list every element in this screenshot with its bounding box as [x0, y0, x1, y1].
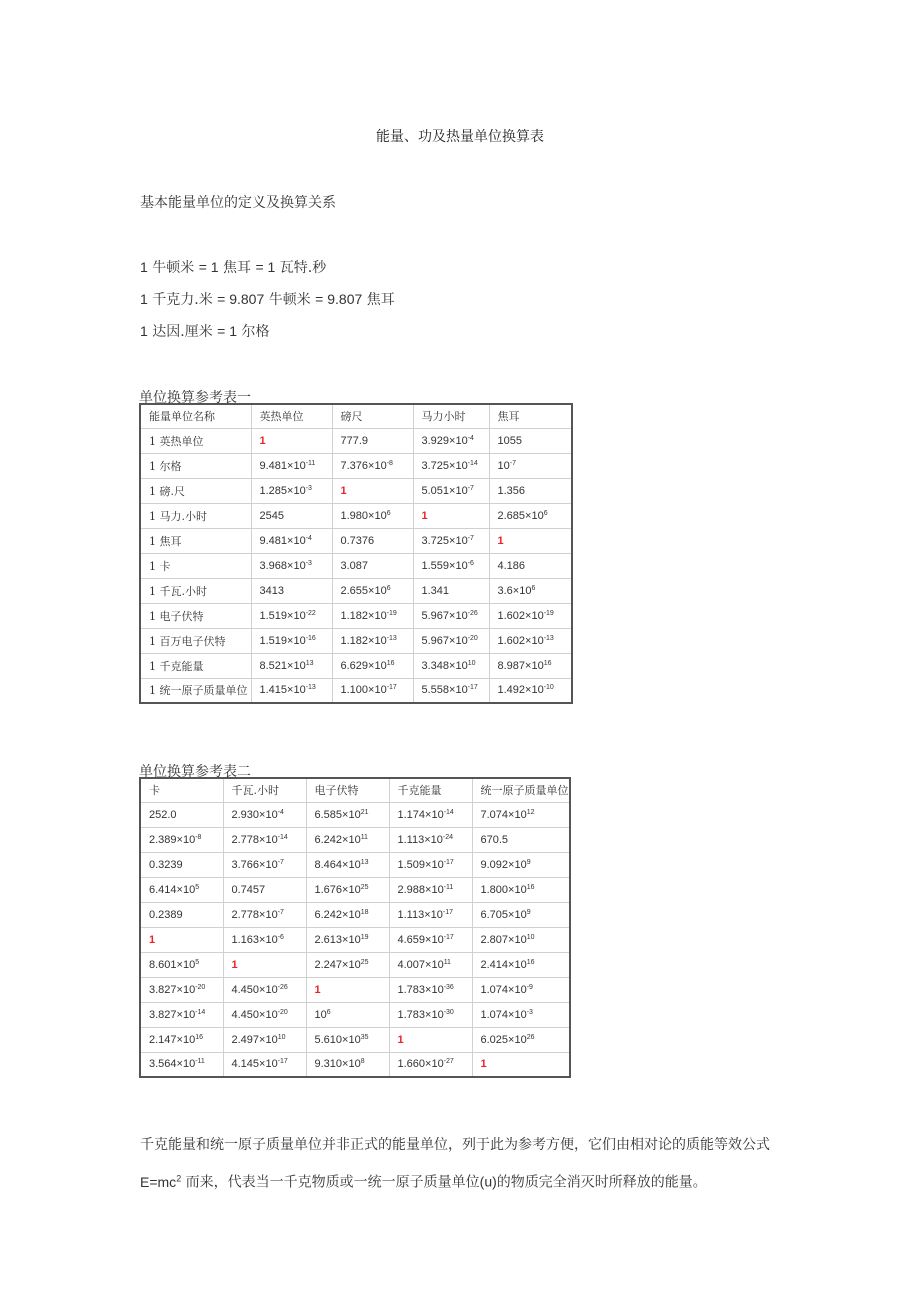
exponent: -30 [443, 1008, 454, 1016]
table1-cell: 1 英热单位 [140, 428, 251, 453]
definition-line-dyne-centimetre [140, 321, 269, 341]
table1-header-cell: 能量单位名称 [140, 404, 251, 428]
table2-cell: $2.988\times 10^{-11}$ [389, 877, 472, 902]
exponent: 19 [360, 933, 369, 941]
table1-header-cell: 磅尺 [332, 404, 413, 428]
exponent: 12 [526, 808, 535, 816]
table1-caption: 单位换算参考表一 [139, 390, 251, 406]
exponent: -13 [386, 634, 397, 642]
table2-cell: $9.310\times 10^8$ [306, 1052, 389, 1077]
table2-cell: $6.242\times 10^{18}$ [306, 902, 389, 927]
table2-cell: $5.610\times 10^{35}$ [306, 1027, 389, 1052]
table1-cell: $5.051\times 10^{-7}$ [413, 478, 489, 503]
table1-cell: $3.725\times 10^{-7}$ [413, 528, 489, 553]
table2-header-row [140, 778, 570, 802]
formula-emc2 [140, 1174, 181, 1190]
table2-cell: $2.497\times 10^{10}$ [223, 1027, 306, 1052]
exponent: 25 [360, 958, 369, 966]
definition-2-part-1: 达因.厘米 [147, 324, 218, 340]
exponent: -11 [305, 459, 316, 467]
table2-row [140, 952, 570, 977]
table2-cell: $1.783\times 10^{-30}$ [389, 1002, 472, 1027]
table1-cell: 2545 [251, 503, 332, 528]
exponent: -36 [443, 983, 454, 991]
exponent: -26 [277, 983, 288, 991]
definition-0-part-3: 焦耳 [218, 260, 256, 276]
exponent: -14 [277, 833, 288, 841]
exponent: -4 [305, 534, 312, 542]
table2-cell: $2.414\times 10^{16}$ [472, 952, 570, 977]
table2-cell: $4.007\times 10^{11}$ [389, 952, 472, 977]
table2-cell: 1 [140, 927, 223, 952]
table2-cell: $2.247\times 10^{25}$ [306, 952, 389, 977]
definition-1-part-0: 1 [140, 291, 148, 307]
exponent: -24 [442, 833, 453, 841]
table1-cell: 3.087 [332, 553, 413, 578]
table2-cell: $1.800\times 10^{16}$ [472, 877, 570, 902]
table1-cell: $7.376\times 10^{-8}$ [332, 453, 413, 478]
table2-cell: $10^6$ [306, 1002, 389, 1027]
table2-header-cell: 电子伏特 [306, 778, 389, 802]
table2-cell: 1 [472, 1052, 570, 1077]
footnote-line-1: 千克能量和统一原子质量单位并非正式的能量单位，列于此为参考方便，它们由相对论的质能等效公式 [140, 1137, 770, 1153]
table1-row [140, 553, 572, 578]
table2-cell: $8.601\times 10^5$ [140, 952, 223, 977]
definition-1-part-1: 千克力.米 [147, 292, 218, 308]
table1-row [140, 453, 572, 478]
exponent: 16 [195, 1033, 203, 1041]
table2-cell: $3.827\times 10^{-20}$ [140, 977, 223, 1002]
exponent: 10 [467, 659, 476, 667]
exponent: -6 [277, 933, 284, 941]
table1-cell: 1055 [489, 428, 572, 453]
table1-cell: 1 百万电子伏特 [140, 628, 251, 653]
exponent: -17 [443, 858, 454, 866]
definition-0-part-5: 瓦特.秒 [275, 260, 327, 276]
table2-cell: 252.0 [140, 802, 223, 827]
table2-cell: $8.464\times 10^{13}$ [306, 852, 389, 877]
table1-row [140, 503, 572, 528]
table1-cell: 1.341 [413, 578, 489, 603]
exponent: 9 [526, 908, 531, 916]
table2-cell: $6.242\times 10^{11}$ [306, 827, 389, 852]
exponent: -19 [386, 609, 397, 617]
exponent: -7 [467, 534, 474, 542]
exponent: -8 [195, 833, 202, 841]
table1-cell: $1.602\times 10^{-19}$ [489, 603, 572, 628]
table1-cell: 1 [413, 503, 489, 528]
table1-cell: $1.415\times 10^{-13}$ [251, 678, 332, 703]
exponent: -13 [543, 634, 554, 642]
exponent: -20 [467, 634, 478, 642]
definition-0-part-1: 牛顿米 [147, 260, 199, 276]
table2-cell: $1.074\times 10^{-3}$ [472, 1002, 570, 1027]
exponent: 18 [360, 908, 369, 916]
table1-cell: 1 电子伏特 [140, 603, 251, 628]
table1-cell: $1.519\times 10^{-22}$ [251, 603, 332, 628]
table1-cell: 1.356 [489, 478, 572, 503]
exponent: 16 [543, 659, 552, 667]
table2-cell: 1 [306, 977, 389, 1002]
exponent: -14 [467, 459, 478, 467]
table2-cell: $2.778\times 10^{-14}$ [223, 827, 306, 852]
exponent: 6 [543, 509, 548, 517]
conversion-table-one [139, 403, 573, 704]
exponent: -26 [467, 609, 478, 617]
table1-cell: $1.519\times 10^{-16}$ [251, 628, 332, 653]
table1-cell: $3.725\times 10^{-14}$ [413, 453, 489, 478]
table2-cell: $2.930\times 10^{-4}$ [223, 802, 306, 827]
table1-cell: $9.481\times 10^{-11}$ [251, 453, 332, 478]
exponent: -3 [305, 484, 312, 492]
table1-cell: $3.968\times 10^{-3}$ [251, 553, 332, 578]
exponent: -3 [526, 1008, 533, 1016]
exponent: -13 [305, 684, 316, 692]
table2-cell: $3.766\times 10^{-7}$ [223, 852, 306, 877]
table2-cell: 1 [223, 952, 306, 977]
table1-cell: 1 千克能量 [140, 653, 251, 678]
exponent: -17 [443, 933, 454, 941]
table1-row [140, 428, 572, 453]
table2-row [140, 1052, 570, 1077]
footnote-line-2b: 的物质完全消灭时所释放的能量。 [496, 1174, 707, 1191]
exponent: -10 [543, 684, 554, 692]
table2-cell: $2.778\times 10^{-7}$ [223, 902, 306, 927]
exponent: 16 [526, 958, 535, 966]
exponent: -16 [305, 634, 316, 642]
table2-cell: $2.807\times 10^{10}$ [472, 927, 570, 952]
table1-cell: $1.285\times 10^{-3}$ [251, 478, 332, 503]
exponent: -17 [277, 1058, 288, 1066]
conversion-table-two [139, 777, 571, 1078]
table1-cell: $8.521\times 10^{13}$ [251, 653, 332, 678]
exponent: -22 [305, 609, 316, 617]
table2-cell: $1.113\times 10^{-24}$ [389, 827, 472, 852]
exponent: 21 [360, 808, 369, 816]
table1-cell: $9.481\times 10^{-4}$ [251, 528, 332, 553]
table2-cell: $3.827\times 10^{-14}$ [140, 1002, 223, 1027]
table1-cell: 1 [332, 478, 413, 503]
table1-row [140, 603, 572, 628]
exponent: -3 [305, 559, 312, 567]
table2-cell: $9.092\times 10^9$ [472, 852, 570, 877]
table1-cell: $6.629\times 10^{16}$ [332, 653, 413, 678]
unit-symbol: (u) [479, 1173, 497, 1190]
table2-header-cell: 千克能量 [389, 778, 472, 802]
table1-cell: $1.182\times 10^{-19}$ [332, 603, 413, 628]
table2-row [140, 852, 570, 877]
table2-cell: $1.163\times 10^{-6}$ [223, 927, 306, 952]
exponent: 9 [526, 858, 531, 866]
table2-cell: 0.7457 [223, 877, 306, 902]
exponent: 11 [360, 833, 368, 841]
table1-cell: 1 尔格 [140, 453, 251, 478]
table2-header-cell: 统一原子质量单位 [472, 778, 570, 802]
definition-1-part-2: = 9.807 [217, 291, 265, 307]
table1-cell: $8.987\times 10^{16}$ [489, 653, 572, 678]
table1-row [140, 678, 572, 703]
definition-2-part-0: 1 [140, 323, 148, 339]
exponent: 35 [360, 1033, 369, 1041]
exponent: -7 [277, 908, 284, 916]
exponent: -9 [526, 983, 533, 991]
exponent: 26 [526, 1033, 535, 1041]
table2-row [140, 927, 570, 952]
exponent: 6 [326, 1008, 331, 1016]
table2-cell: 0.2389 [140, 902, 223, 927]
table2-cell: $2.147\times 10^{16}$ [140, 1027, 223, 1052]
table2-cell: $6.705\times 10^9$ [472, 902, 570, 927]
section-heading: 基本能量单位的定义及换算关系 [140, 195, 336, 211]
exponent: 5 [195, 958, 200, 966]
table2-cell: $1.074\times 10^{-9}$ [472, 977, 570, 1002]
table1-cell: $3.348\times 10^{10}$ [413, 653, 489, 678]
exponent: -19 [543, 609, 554, 617]
exponent: -7 [509, 459, 516, 467]
exponent: -17 [442, 908, 453, 916]
exponent: 13 [360, 858, 369, 866]
table2-row [140, 877, 570, 902]
exponent: 8 [360, 1058, 365, 1066]
formula-base: E=mc [140, 1173, 177, 1190]
definition-line-newton-metre [140, 257, 326, 277]
table1-row [140, 528, 572, 553]
table2-row [140, 902, 570, 927]
table1-cell: $3.6\times 10^6$ [489, 578, 572, 603]
exponent: -6 [467, 559, 474, 567]
table2-row [140, 1027, 570, 1052]
definition-line-kilogram-force-metre [140, 289, 395, 309]
table1-cell: 1 [489, 528, 572, 553]
exponent: -20 [195, 983, 206, 991]
exponent: 10 [277, 1033, 286, 1041]
table1-cell: 4.186 [489, 553, 572, 578]
table2-cell: $4.145\times 10^{-17}$ [223, 1052, 306, 1077]
exponent: -20 [277, 1008, 288, 1016]
table1-cell: 3413 [251, 578, 332, 603]
exponent: -14 [443, 808, 454, 816]
table2-header-cell: 卡 [140, 778, 223, 802]
table2-row [140, 802, 570, 827]
table2-cell: $6.414\times 10^5$ [140, 877, 223, 902]
definition-2-part-3: 尔格 [237, 324, 270, 340]
exponent: -27 [443, 1058, 454, 1066]
exponent: 16 [386, 659, 395, 667]
table2-cell: $2.389\times 10^{-8}$ [140, 827, 223, 852]
exponent: 11 [443, 958, 451, 966]
table1-cell: $5.967\times 10^{-20}$ [413, 628, 489, 653]
definition-1-part-5: 焦耳 [362, 292, 395, 308]
exponent: -11 [195, 1058, 205, 1066]
table2-cell: $1.113\times 10^{-17}$ [389, 902, 472, 927]
table1-cell: $2.655\times 10^6$ [332, 578, 413, 603]
table1-row [140, 478, 572, 503]
exponent: -17 [386, 684, 397, 692]
definition-2-part-2: = 1 [217, 323, 238, 339]
table2-row [140, 827, 570, 852]
table2-cell: $1.783\times 10^{-36}$ [389, 977, 472, 1002]
table1-cell: $2.685\times 10^6$ [489, 503, 572, 528]
table1-cell: 1 统一原子质量单位 [140, 678, 251, 703]
exponent: -4 [467, 434, 474, 442]
table2-header-cell: 千瓦.小时 [223, 778, 306, 802]
table1-cell: 1 千瓦.小时 [140, 578, 251, 603]
table2-cell: 670.5 [472, 827, 570, 852]
table1-cell: 1 磅.尺 [140, 478, 251, 503]
table1-header-row [140, 404, 572, 428]
exponent: -11 [443, 883, 454, 891]
table1-cell: $3.929\times 10^{-4}$ [413, 428, 489, 453]
document-title: 能量、功及热量单位换算表 [376, 129, 544, 145]
table1-header-cell: 马力小时 [413, 404, 489, 428]
table2-cell: $1.676\times 10^{25}$ [306, 877, 389, 902]
exponent: -4 [277, 808, 284, 816]
exponent: 16 [526, 883, 535, 891]
table1-cell: 777.9 [332, 428, 413, 453]
exponent: -7 [467, 484, 474, 492]
table1-row [140, 628, 572, 653]
definition-1-part-3: 牛顿米 [264, 292, 316, 308]
table1-cell: 1 马力.小时 [140, 503, 251, 528]
table1-cell: $5.967\times 10^{-26}$ [413, 603, 489, 628]
table1-cell: 1 [251, 428, 332, 453]
table2-row [140, 977, 570, 1002]
table2-cell: $6.025\times 10^{26}$ [472, 1027, 570, 1052]
exponent: -7 [277, 858, 284, 866]
table1-header-cell: 英热单位 [251, 404, 332, 428]
exponent: 6 [386, 584, 391, 592]
table2-cell: 1 [389, 1027, 472, 1052]
table1-header-cell: 焦耳 [489, 404, 572, 428]
table2-cell: $4.450\times 10^{-20}$ [223, 1002, 306, 1027]
table2-cell: $6.585\times 10^{21}$ [306, 802, 389, 827]
exponent: 5 [195, 883, 200, 891]
definition-0-part-4: = 1 [255, 259, 276, 275]
table1-cell: $1.602\times 10^{-13}$ [489, 628, 572, 653]
table2-cell: $1.509\times 10^{-17}$ [389, 852, 472, 877]
footnote-paragraph [140, 1129, 790, 1200]
table2-cell: $2.613\times 10^{19}$ [306, 927, 389, 952]
table1-cell: $5.558\times 10^{-17}$ [413, 678, 489, 703]
table1-cell: $1.182\times 10^{-13}$ [332, 628, 413, 653]
table2-cell: $4.659\times 10^{-17}$ [389, 927, 472, 952]
exponent: -14 [195, 1008, 206, 1016]
table1-cell: 1 焦耳 [140, 528, 251, 553]
exponent: 6 [531, 584, 536, 592]
table1-cell: 0.7376 [332, 528, 413, 553]
exponent: 25 [360, 883, 369, 891]
table2-cell: 0.3239 [140, 852, 223, 877]
table2-row [140, 1002, 570, 1027]
table2-cell: $3.564\times 10^{-11}$ [140, 1052, 223, 1077]
table1-cell: $1.980\times 10^6$ [332, 503, 413, 528]
footnote-line-2a: 而来，代表当一千克物质或一统一原子质量单位 [181, 1174, 480, 1191]
exponent: -8 [386, 459, 393, 467]
formula-exponent: 2 [176, 1173, 182, 1183]
table2-cell: $4.450\times 10^{-26}$ [223, 977, 306, 1002]
table1-cell: $1.559\times 10^{-6}$ [413, 553, 489, 578]
table2-cell: $1.660\times 10^{-27}$ [389, 1052, 472, 1077]
table1-cell: $1.492\times 10^{-10}$ [489, 678, 572, 703]
exponent: 10 [526, 933, 535, 941]
exponent: 6 [386, 509, 391, 517]
definition-1-part-4: = 9.807 [315, 291, 363, 307]
table1-cell: $1.100\times 10^{-17}$ [332, 678, 413, 703]
definition-0-part-2: = 1 [198, 259, 219, 275]
table1-cell: $10^{-7}$ [489, 453, 572, 478]
exponent: 13 [305, 659, 314, 667]
table1-row [140, 578, 572, 603]
table1-row [140, 653, 572, 678]
table2-cell: $1.174\times 10^{-14}$ [389, 802, 472, 827]
exponent: -17 [467, 684, 478, 692]
table2-caption: 单位换算参考表二 [139, 764, 251, 780]
table2-cell: $7.074\times 10^{12}$ [472, 802, 570, 827]
table1-cell: 1 卡 [140, 553, 251, 578]
definition-0-part-0: 1 [140, 259, 148, 275]
